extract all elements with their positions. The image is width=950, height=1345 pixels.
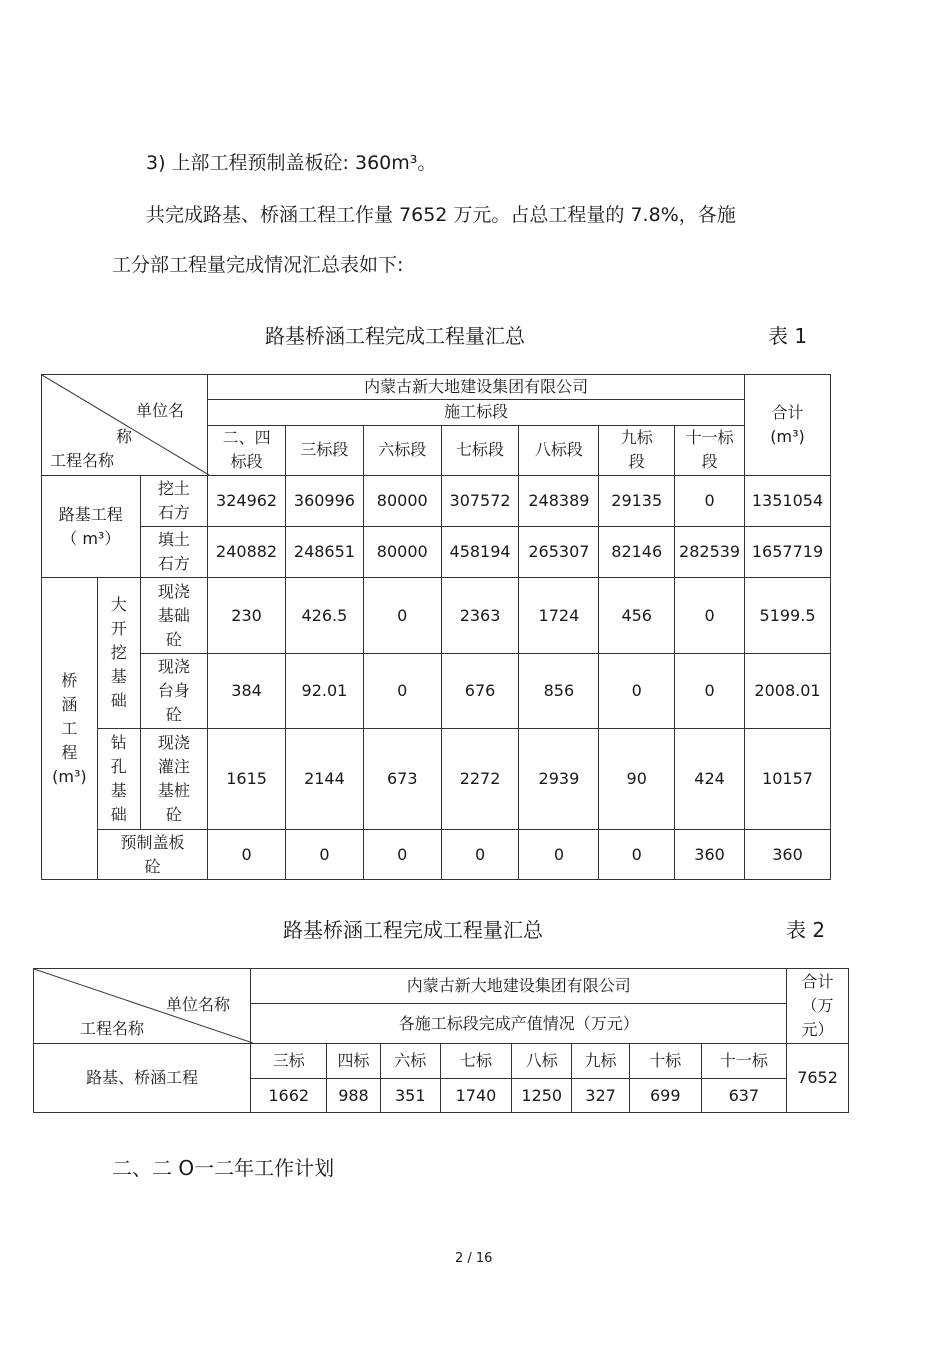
table-cell: 360996 [286, 476, 364, 527]
col-header: 八标段 [519, 425, 599, 476]
col-header: 十一标 段 [675, 425, 745, 476]
total-label: 合计 [771, 403, 804, 422]
table-cell: 0 [363, 578, 441, 654]
row-item: 现浇 基础 砼 [140, 578, 208, 654]
col-header: 四标 [327, 1044, 381, 1079]
row-total: 1657719 [745, 527, 831, 578]
table-cell: 0 [519, 830, 599, 880]
table-cell: 82146 [599, 527, 675, 578]
table-cell: 360 [675, 830, 745, 880]
col-header: 九标 [572, 1044, 630, 1079]
table-cell: 2144 [286, 729, 364, 830]
table-cell: 1250 [512, 1079, 572, 1113]
table-cell: 426.5 [286, 578, 364, 654]
table-cell: 637 [701, 1079, 787, 1113]
table-cell: 351 [380, 1079, 440, 1113]
table-cell: 90 [599, 729, 675, 830]
table1-diagonal-header [42, 375, 208, 476]
table-cell: 282539 [675, 527, 745, 578]
row-total: 1351054 [745, 476, 831, 527]
company-header: 内蒙古新大地建设集团有限公司 [208, 375, 745, 400]
row-label: 路基、桥涵工程 [34, 1044, 251, 1113]
group-bridge: 桥 涵 工 程 (m³) [42, 578, 98, 880]
intro-line-1: 3) 上部工程预制盖板砼: 360m³。 [146, 152, 437, 174]
row-total: 2008.01 [745, 654, 831, 729]
table-cell: 0 [286, 830, 364, 880]
section-header: 施工标段 [208, 400, 745, 425]
col-header: 六标段 [363, 425, 441, 476]
table-cell: 456 [599, 578, 675, 654]
table-cell: 240882 [208, 527, 286, 578]
table-cell: 988 [327, 1079, 381, 1113]
intro-line-3: 工分部工程量完成情况汇总表如下: [112, 254, 404, 276]
table1-caption-number: 表 1 [768, 324, 808, 348]
col-header: 七标 [440, 1044, 512, 1079]
table-cell: 29135 [599, 476, 675, 527]
table-cell: 0 [675, 654, 745, 729]
table-cell: 265307 [519, 527, 599, 578]
intro-line-2: 共完成路基、桥涵工程工作量 7652 万元。占总工程量的 7.8%，各施 [146, 204, 736, 226]
table-cell: 92.01 [286, 654, 364, 729]
table-cell: 0 [675, 476, 745, 527]
col-header: 十标 [629, 1044, 701, 1079]
row-total: 360 [745, 830, 831, 880]
table-cell: 856 [519, 654, 599, 729]
table-cell: 0 [599, 830, 675, 880]
row-item: 预制盖板 砼 [97, 830, 207, 880]
table-cell: 80000 [363, 476, 441, 527]
group-drill: 钻 孔 基 础 [97, 729, 140, 830]
table-cell: 676 [441, 654, 519, 729]
table2-caption-number: 表 2 [786, 918, 826, 942]
table-cell: 2363 [441, 578, 519, 654]
table-cell: 699 [629, 1079, 701, 1113]
col-header: 三标 [251, 1044, 327, 1079]
table2 [33, 968, 849, 1113]
table-cell: 0 [675, 578, 745, 654]
page-number: 2 / 16 [455, 1251, 493, 1266]
col-header: 七标段 [441, 425, 519, 476]
table2-diagonal-header [34, 969, 251, 1044]
group-open-dig: 大 开 挖 基 础 [97, 578, 140, 729]
table-cell: 2272 [441, 729, 519, 830]
table2-caption: 路基桥涵工程完成工程量汇总 [283, 918, 543, 942]
table-cell: 1724 [519, 578, 599, 654]
table-cell: 0 [363, 830, 441, 880]
table-cell: 2939 [519, 729, 599, 830]
table1-caption: 路基桥涵工程完成工程量汇总 [265, 324, 525, 348]
table-cell: 248651 [286, 527, 364, 578]
table-cell: 424 [675, 729, 745, 830]
table-cell: 80000 [363, 527, 441, 578]
table-cell: 327 [572, 1079, 630, 1113]
row-item: 挖土 石方 [140, 476, 208, 527]
table-cell: 1662 [251, 1079, 327, 1113]
row-total: 10157 [745, 729, 831, 830]
col-header: 六标 [380, 1044, 440, 1079]
col-header: 八标 [512, 1044, 572, 1079]
table-cell: 0 [441, 830, 519, 880]
section-heading: 二、二 O一二年工作计划 [112, 1156, 335, 1180]
table-cell: 0 [208, 830, 286, 880]
table-cell: 673 [363, 729, 441, 830]
sub-header: 各施工标段完成产值情况（万元） [251, 1004, 787, 1044]
total-unit: (m³) [770, 427, 805, 446]
row-item: 填土 石方 [140, 527, 208, 578]
col-header: 三标段 [286, 425, 364, 476]
table1 [41, 374, 831, 880]
group-roadbed: 路基工程 （ m³） [42, 476, 141, 578]
col-header: 二、四 标段 [208, 425, 286, 476]
diag-label-unit-cont: 称 [116, 427, 133, 446]
table-cell: 248389 [519, 476, 599, 527]
table-cell: 384 [208, 654, 286, 729]
diag-label-project: 工程名称 [80, 1019, 145, 1038]
diag-label-unit: 单位名 [136, 401, 185, 420]
col-header: 十一标 [701, 1044, 787, 1079]
table-cell: 1615 [208, 729, 286, 830]
table-cell: 0 [599, 654, 675, 729]
table-cell: 1740 [440, 1079, 512, 1113]
diag-label-unit: 单位名称 [166, 995, 231, 1014]
table-cell: 458194 [441, 527, 519, 578]
row-item: 现浇 台身 砼 [140, 654, 208, 729]
row-total: 7652 [787, 1044, 849, 1113]
total-header: 合计 （万 元） [787, 969, 849, 1044]
table-cell: 0 [363, 654, 441, 729]
table-cell: 230 [208, 578, 286, 654]
company-header: 内蒙古新大地建设集团有限公司 [251, 969, 787, 1004]
table-cell: 307572 [441, 476, 519, 527]
row-item: 现浇 灌注 基桩 砼 [140, 729, 208, 830]
col-header: 九标 段 [599, 425, 675, 476]
diag-label-project: 工程名称 [50, 451, 115, 470]
row-total: 5199.5 [745, 578, 831, 654]
table-cell: 324962 [208, 476, 286, 527]
total-header [745, 375, 831, 476]
